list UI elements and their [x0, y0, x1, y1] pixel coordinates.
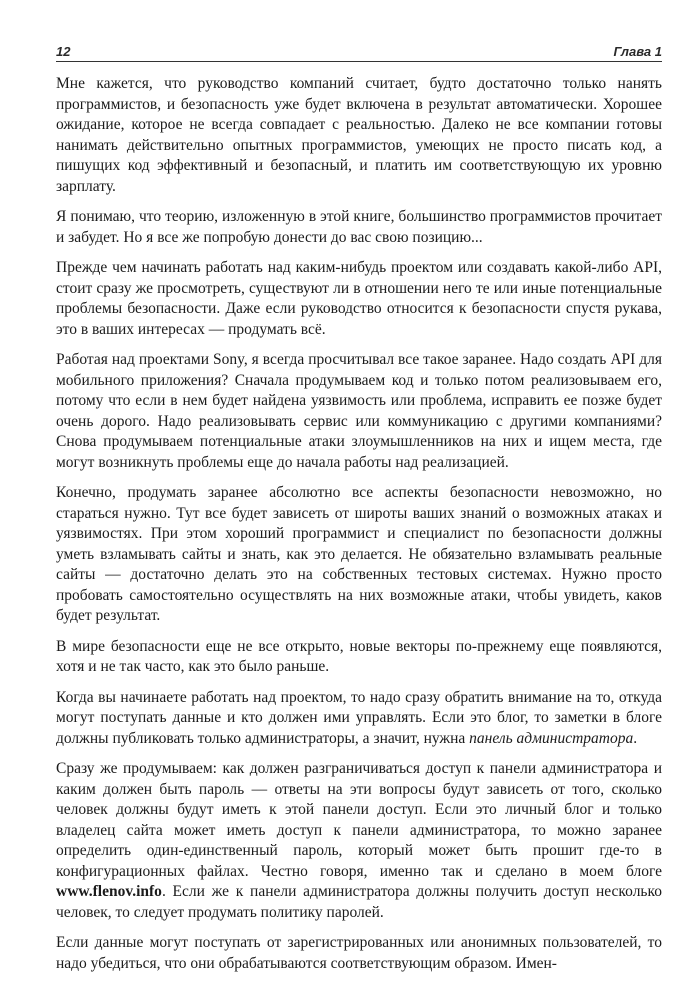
paragraph-8	[56, 759, 662, 923]
paragraph-8-text-after: . Если же к панели администратора должны получить доступ несколько человек, то следует продумать политику паролей.	[56, 883, 662, 921]
chapter-title: Глава 1	[613, 44, 662, 59]
paragraph-9: Если данные могут поступать от зарегистрированных или анонимных пользователей, то надо убедиться, что они обрабатываются соответствующим образом. Имен-	[56, 934, 662, 972]
paragraph-8-text-before: Сразу же продумываем: как должен разграничиваться доступ к панели администратора и каким должен быть пароль — ответы на эти вопросы будут зависеть от того, сколько человек должны будут иметь к этой панели доступ. Если это личный блог и только владелец сайта может иметь доступ к панели администратора, то можно заранее определить один-единственный пароль, который может быть прошит где-то в конфигурационных файлах. Честно говоря, именно так и сделано в моем блоге	[56, 760, 662, 880]
paragraph-7-text: Когда вы начинаете работать над проектом, то надо сразу обратить внимание на то, откуда могут поступать данные и кто должен ими управлять. Если это блог, то заметки в блоге должны публиковать только администраторы, а значит, нужна	[56, 688, 662, 747]
paragraph-6: В мире безопасности еще не все открыто, новые векторы по-прежнему еще появляются, хотя и не так часто, как это было раньше.	[56, 637, 662, 675]
page-number: 12	[56, 44, 71, 59]
paragraph-4: Работая над проектами Sony, я всегда просчитывал все такое заранее. Надо создать API для мобильного приложения? Сначала продумываем код и только потом реализовываем его, потому что если в нем будет найдена уязвимость или проблема, исправить ее позже будет очень дорого. Надо реализовывать сервис или коммуникацию с другими компаниями? Снова продумываем потенциальные атаки злоумышленников на них и ищем места, где могут возникнуть проблемы еще до начала работы над реализацией.	[56, 351, 662, 471]
paragraph-3: Прежде чем начинать работать над каким-нибудь проектом или создавать какой-либо API, стоит сразу же просмотреть, существуют ли в отношении него те или иные потенциальные проблемы безопасности. Даже если руководство относится к безопасности спустя рукава, это в ваших интересах — продумать всё.	[56, 259, 662, 338]
page-body	[56, 74, 662, 974]
blog-url: www.flenov.info	[56, 883, 162, 900]
page-header	[56, 44, 662, 62]
admin-panel-term: панель администратора	[469, 729, 634, 747]
paragraph-5: Конечно, продумать заранее абсолютно все аспекты безопасности невозможно, но стараться нужно. Тут все будет зависеть от широты ваших знаний о возможных атаках и уязвимостях. При этом хороший программист и специалист по безопасности должны уметь взламывать сайты и знать, как это делается. Не обязательно взламывать реальные сайты — достаточно делать это на собственных тестовых системах. Нужно просто пробовать самостоятельно осуществлять на них возможные атаки, чтобы увидеть, каков будет результат.	[56, 484, 662, 624]
paragraph-7-end: .	[633, 729, 638, 747]
paragraph-1: Мне кажется, что руководство компаний считает, будто достаточно только нанять программистов, и безопасность уже будет включена в результат автоматически. Хорошее ожидание, которое не всегда совпадает с реальностью. Далеко не все компании готовы нанимать действительно опытных программистов, умеющих не просто писать код, а пишущих код эффективный и безопасный, и платить им соответствующую их уровню зарплату.	[56, 75, 662, 195]
paragraph-2: Я понимаю, что теорию, изложенную в этой книге, большинство программистов прочитает и забудет. Но я все же попробую донести до вас свою позицию...	[56, 208, 662, 246]
paragraph-7	[56, 688, 662, 750]
